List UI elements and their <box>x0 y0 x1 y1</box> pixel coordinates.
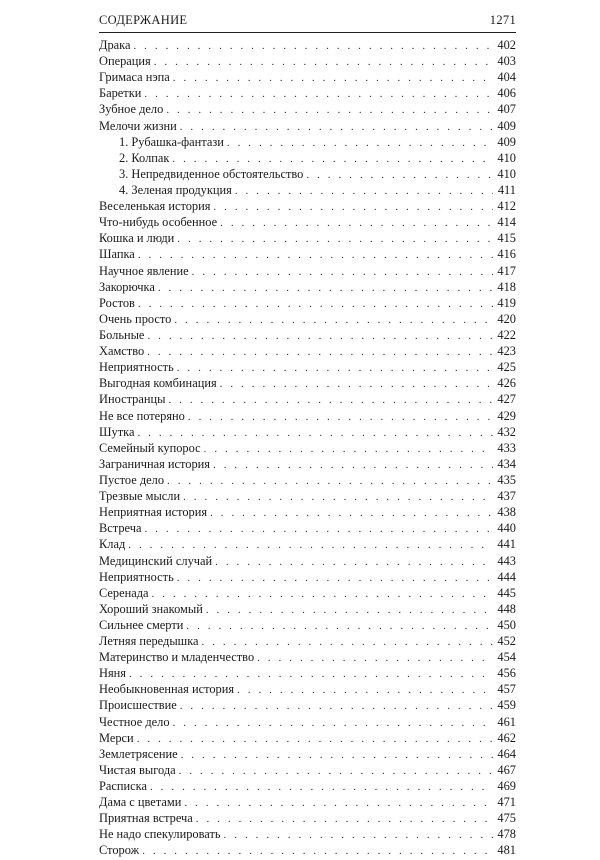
toc-entry-title: Шутка <box>99 424 135 439</box>
toc-entry-title: 4. Зеленая продукция <box>119 182 232 197</box>
toc-entry-page: 426 <box>497 376 516 391</box>
toc-entry <box>99 391 516 407</box>
toc-entry-page: 423 <box>497 344 516 359</box>
dot-leader <box>181 747 493 763</box>
toc-entry-page: 414 <box>497 215 516 230</box>
toc-entry-title: Честное дело <box>99 714 170 729</box>
toc-entry-page: 425 <box>497 360 516 375</box>
toc-subentry <box>99 182 516 198</box>
dot-leader <box>173 70 493 86</box>
dot-leader <box>210 505 493 521</box>
toc-entry <box>99 263 516 279</box>
toc-entry <box>99 101 516 117</box>
toc-entry-title: Семейный купорос <box>99 440 201 455</box>
toc-entry-page: 457 <box>497 682 516 697</box>
dot-leader <box>180 698 493 714</box>
dot-leader <box>166 102 493 118</box>
toc-entry <box>99 295 516 311</box>
dot-leader <box>144 521 493 537</box>
toc-entry-page: 461 <box>497 714 516 729</box>
toc-entry-page: 435 <box>497 472 516 487</box>
dot-leader <box>177 231 493 247</box>
header-rule <box>99 32 516 33</box>
toc-entry <box>99 746 516 762</box>
toc-entry <box>99 520 516 536</box>
toc-entry <box>99 327 516 343</box>
toc-entry <box>99 198 516 214</box>
dot-leader <box>213 199 493 215</box>
toc-entry-page: 481 <box>497 843 516 858</box>
toc-entry-title: Что-нибудь особенное <box>99 215 218 230</box>
toc-entry <box>99 633 516 649</box>
dot-leader <box>172 151 493 167</box>
dot-leader <box>186 618 493 634</box>
toc-entry-page: 429 <box>497 408 516 423</box>
toc-entry-title: Няня <box>99 666 126 681</box>
toc-entry-title: Трезвые мысли <box>99 489 181 504</box>
dot-leader <box>133 38 493 54</box>
toc-entry-page: 434 <box>497 456 516 471</box>
toc-entry <box>99 826 516 842</box>
toc-entry-title: Серенада <box>99 585 149 600</box>
toc-entry <box>99 778 516 794</box>
toc-entry-page: 432 <box>497 424 516 439</box>
dot-leader <box>138 247 493 263</box>
toc-entry-title: Операция <box>99 54 151 69</box>
toc-entry <box>99 85 516 101</box>
toc-entry-title: Выгодная комбинация <box>99 376 217 391</box>
dot-leader <box>142 843 493 859</box>
toc-entry-title: Шапка <box>99 247 135 262</box>
page-number: 1271 <box>489 13 516 27</box>
toc-entry-title: Необыкновенная история <box>99 682 235 697</box>
toc-entry-title: Хамство <box>99 344 145 359</box>
toc-entry-title: Происшествие <box>99 698 177 713</box>
dot-leader <box>137 731 493 747</box>
toc-entry <box>99 408 516 424</box>
toc-entry-page: 415 <box>497 231 516 246</box>
toc-entry-page: 417 <box>497 263 516 278</box>
toc-entry-title: Заграничная история <box>99 456 211 471</box>
toc-entry-title: Очень просто <box>99 311 172 326</box>
toc-entry-page: 464 <box>497 746 516 761</box>
toc-entry-page: 410 <box>497 150 516 165</box>
dot-leader <box>174 312 493 328</box>
toc-entry <box>99 118 516 134</box>
toc-entry-page: 452 <box>497 634 516 649</box>
toc-entry-title: Баретки <box>99 86 142 101</box>
toc-entry-page: 459 <box>497 698 516 713</box>
toc-entry-title: Сильнее смерти <box>99 617 184 632</box>
toc-entry-page: 419 <box>497 295 516 310</box>
toc-entry-page: 427 <box>497 392 516 407</box>
toc-entry-title: Кошка и люди <box>99 231 175 246</box>
toc-entry-page: 445 <box>497 585 516 600</box>
toc-entry-page: 441 <box>497 537 516 552</box>
toc-entry-title: Хороший знакомый <box>99 601 203 616</box>
toc-entry-title: Чистая выгода <box>99 762 176 777</box>
dot-leader <box>202 634 493 650</box>
toc-subentry <box>99 150 516 166</box>
toc-entry-page: 454 <box>497 650 516 665</box>
toc-entry-page: 412 <box>497 199 516 214</box>
toc-entry-title: Мелочи жизни <box>99 118 177 133</box>
toc-entry <box>99 37 516 53</box>
dot-leader <box>180 119 493 135</box>
dot-leader <box>129 666 493 682</box>
dot-leader <box>220 215 493 231</box>
dot-leader <box>306 167 493 183</box>
toc-entry-page: 456 <box>497 666 516 681</box>
toc-entry-title: 3. Непредвиденное обстоятельство <box>119 166 304 181</box>
dot-leader <box>206 602 493 618</box>
toc-entry-page: 416 <box>497 247 516 262</box>
toc-entry <box>99 585 516 601</box>
toc-entry-page: 440 <box>497 521 516 536</box>
toc-subentry <box>99 166 516 182</box>
toc-entry-title: 1. Рубашка-фантази <box>119 134 224 149</box>
dot-leader <box>257 650 493 666</box>
dot-leader <box>177 360 493 376</box>
toc-entry-title: Иностранцы <box>99 392 166 407</box>
toc-entry <box>99 842 516 858</box>
toc-entry-title: Сторож <box>99 843 140 858</box>
toc-entry <box>99 794 516 810</box>
dot-leader <box>204 441 493 457</box>
dot-leader <box>183 489 493 505</box>
dot-leader <box>215 554 493 570</box>
toc-entry-title: Не все потеряно <box>99 408 185 423</box>
dot-leader <box>227 135 493 151</box>
toc-entry-page: 438 <box>497 505 516 520</box>
toc-entry <box>99 214 516 230</box>
toc-entry-title: Больные <box>99 327 145 342</box>
toc-entry-title: Закорючка <box>99 279 155 294</box>
toc-entry-page: 411 <box>497 182 516 197</box>
toc-entry <box>99 617 516 633</box>
toc-entry <box>99 536 516 552</box>
toc-entry <box>99 311 516 327</box>
toc-entry <box>99 69 516 85</box>
toc-entry-title: Ростов <box>99 295 135 310</box>
toc-entry-page: 409 <box>497 118 516 133</box>
toc-entry-page: 422 <box>497 327 516 342</box>
toc-entry <box>99 730 516 746</box>
toc-entry-page: 410 <box>497 166 516 181</box>
dot-leader <box>224 827 493 843</box>
toc-entry <box>99 53 516 69</box>
toc-entry <box>99 246 516 262</box>
toc-entry <box>99 649 516 665</box>
dot-leader <box>152 586 493 602</box>
toc-entry <box>99 359 516 375</box>
toc-entry-page: 437 <box>497 489 516 504</box>
toc-entry <box>99 714 516 730</box>
running-header <box>99 13 516 28</box>
dot-leader <box>147 328 493 344</box>
toc-entry-page: 462 <box>497 730 516 745</box>
toc-entry-title: Веселенькая история <box>99 199 211 214</box>
toc-entry-title: Драка <box>99 38 131 52</box>
toc-entry-page: 450 <box>497 617 516 632</box>
toc-entry-page: 406 <box>497 86 516 101</box>
toc-entry-page: 420 <box>497 311 516 326</box>
toc-entry-page: 478 <box>497 827 516 842</box>
section-title: СОДЕРЖАНИЕ <box>99 13 188 27</box>
toc-entry-page: 407 <box>497 102 516 117</box>
toc-entry-title: 2. Колпак <box>119 150 170 165</box>
dot-leader <box>188 409 493 425</box>
toc-entry <box>99 375 516 391</box>
toc-entry-title: Дама с цветами <box>99 795 182 810</box>
toc-entry-title: Расписка <box>99 779 147 794</box>
dot-leader <box>184 795 493 811</box>
toc-entry-page: 448 <box>497 601 516 616</box>
toc-entry-title: Встреча <box>99 521 142 536</box>
toc-entry-page: 443 <box>497 553 516 568</box>
toc-entry-page: 469 <box>497 779 516 794</box>
dot-leader <box>137 425 493 441</box>
toc-entry <box>99 665 516 681</box>
toc-entry-title: Летняя передышка <box>99 634 199 649</box>
dot-leader <box>158 280 493 296</box>
toc-entry-title: Клад <box>99 537 126 552</box>
toc-entry <box>99 230 516 246</box>
dot-leader <box>168 392 493 408</box>
toc-entry-title: Медицинский случай <box>99 553 213 568</box>
dot-leader <box>177 570 493 586</box>
toc-entry-page: 402 <box>497 38 516 52</box>
toc-entry <box>99 488 516 504</box>
toc-entry-page: 404 <box>497 70 516 85</box>
toc-entry-page: 418 <box>497 279 516 294</box>
dot-leader <box>220 376 493 392</box>
toc-entry <box>99 553 516 569</box>
toc-entry <box>99 456 516 472</box>
toc-entry-title: Приятная встреча <box>99 811 193 826</box>
dot-leader <box>144 86 493 102</box>
toc-entry-title: Мерси <box>99 730 134 745</box>
toc-entry-page: 471 <box>497 795 516 810</box>
toc-entry <box>99 472 516 488</box>
toc-entry <box>99 569 516 585</box>
toc-entry-title: Землетрясение <box>99 746 178 761</box>
toc-entry <box>99 681 516 697</box>
table-of-contents <box>99 37 516 859</box>
toc-entry <box>99 279 516 295</box>
toc-entry-page: 467 <box>497 762 516 777</box>
toc-entry <box>99 504 516 520</box>
toc-entry-title: Материнство и младенчество <box>99 650 255 665</box>
toc-entry <box>99 697 516 713</box>
toc-entry <box>99 762 516 778</box>
toc-entry-title: Неприятность <box>99 569 174 584</box>
dot-leader <box>167 473 493 489</box>
toc-entry-title: Не надо спекулировать <box>99 827 221 842</box>
dot-leader <box>235 183 493 199</box>
toc-entry-page: 433 <box>497 440 516 455</box>
dot-leader <box>154 54 493 70</box>
toc-entry <box>99 343 516 359</box>
toc-entry <box>99 440 516 456</box>
dot-leader <box>196 811 493 827</box>
toc-entry-title: Неприятность <box>99 360 174 375</box>
toc-entry-title: Научное явление <box>99 263 189 278</box>
toc-entry-title: Пустое дело <box>99 472 165 487</box>
toc-entry-page: 475 <box>497 811 516 826</box>
toc-entry-title: Зубное дело <box>99 102 164 117</box>
dot-leader <box>179 763 493 779</box>
toc-entry <box>99 424 516 440</box>
dot-leader <box>138 296 493 312</box>
toc-entry-page: 409 <box>497 134 516 149</box>
toc-entry-title: Неприятная история <box>99 505 208 520</box>
dot-leader <box>192 264 493 280</box>
toc-entry-page: 444 <box>497 569 516 584</box>
dot-leader <box>128 537 493 553</box>
dot-leader <box>237 682 493 698</box>
dot-leader <box>213 457 493 473</box>
dot-leader <box>147 344 493 360</box>
toc-entry <box>99 601 516 617</box>
toc-entry <box>99 810 516 826</box>
toc-entry-page: 403 <box>497 54 516 69</box>
dot-leader <box>150 779 493 795</box>
dot-leader <box>173 715 493 731</box>
toc-entry-title: Гримаса нэпа <box>99 70 170 85</box>
toc-subentry <box>99 134 516 150</box>
